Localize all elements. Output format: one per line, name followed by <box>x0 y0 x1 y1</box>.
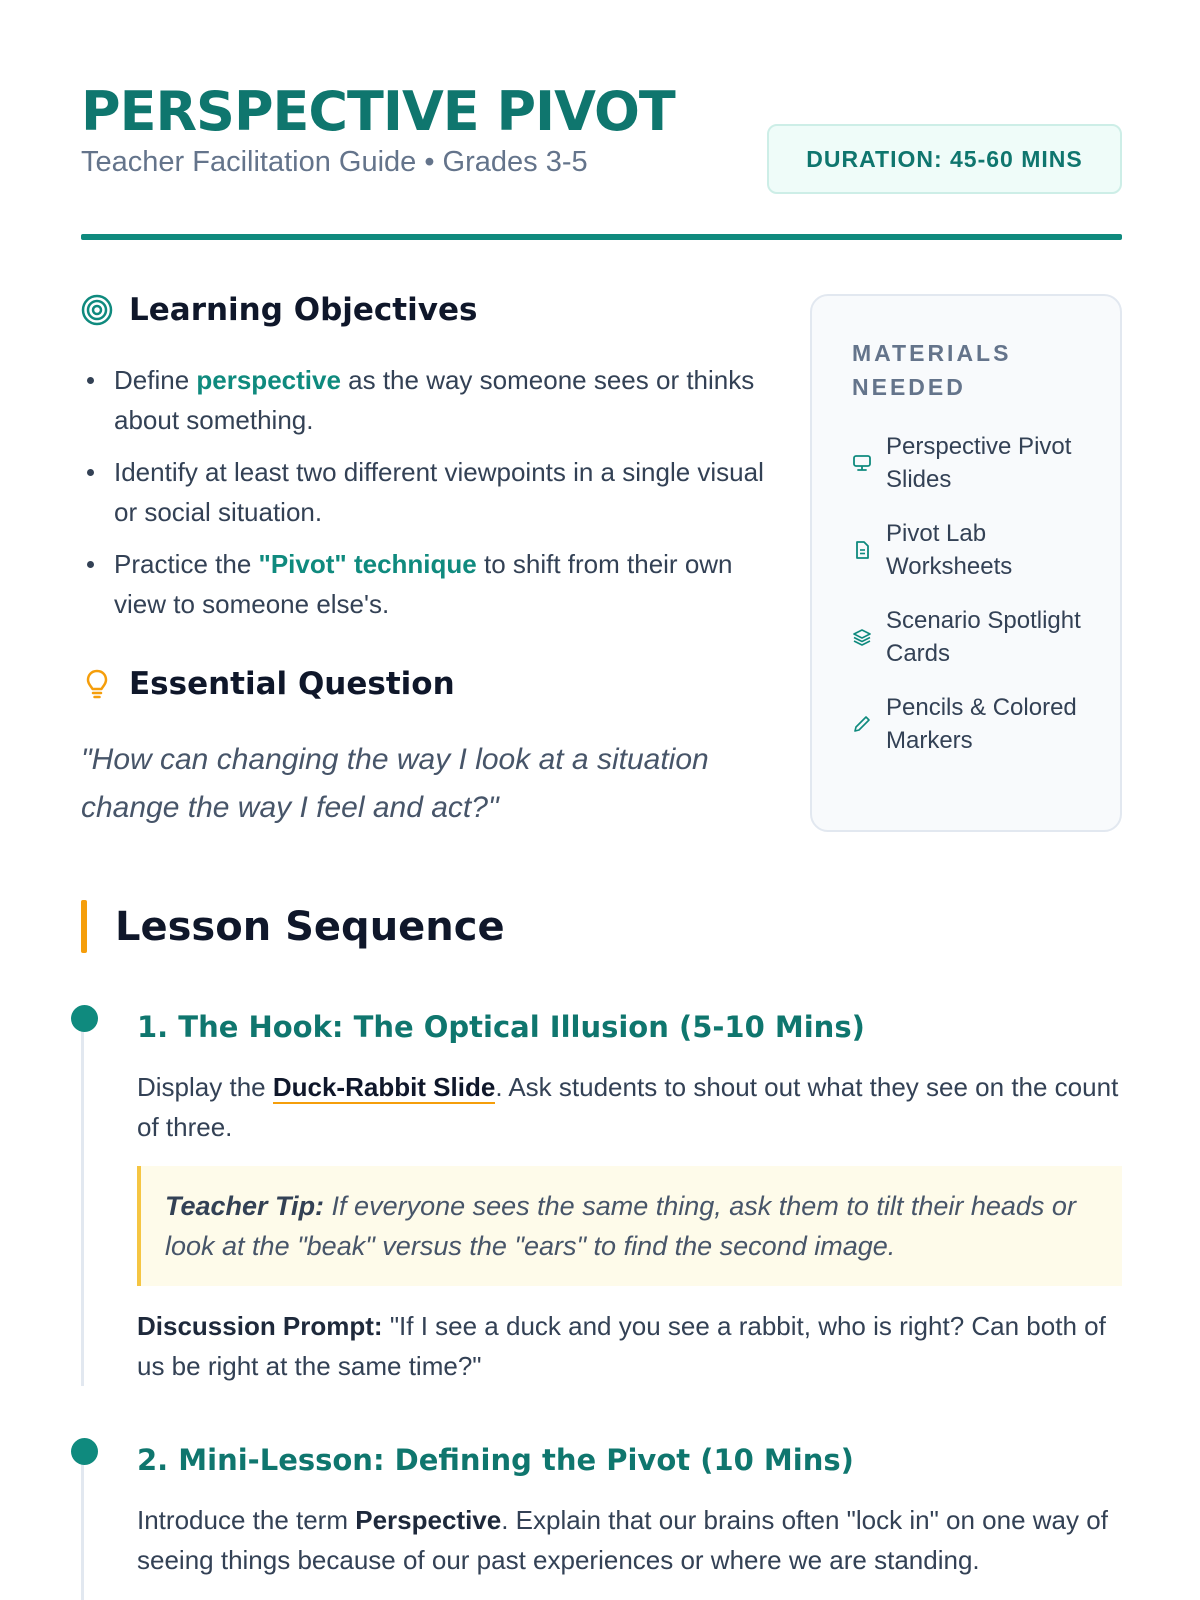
list-item <box>81 360 771 440</box>
step-description <box>137 1067 1122 1147</box>
pencil-icon <box>852 714 872 734</box>
materials-item-label: Pencils & Colored Markers <box>886 694 1077 754</box>
objective-text: Define <box>114 365 197 395</box>
lesson-sequence-heading <box>81 900 505 953</box>
objectives-list <box>81 360 771 636</box>
materials-item-label: Scenario Spotlight Cards <box>886 607 1081 667</box>
prompt-text: "If I see a duck and you see a rabbit, who is right? Can both of us be right at the same time?" <box>137 1311 1106 1381</box>
essential-heading <box>81 666 455 702</box>
materials-item-label: Pivot Lab Worksheets <box>886 520 1013 580</box>
header-divider <box>81 234 1122 240</box>
monitor-icon <box>852 453 872 473</box>
teacher-tip-callout <box>137 1166 1122 1286</box>
step-description <box>137 1500 1122 1580</box>
lightbulb-icon <box>81 668 113 700</box>
layers-icon <box>852 627 872 647</box>
timeline-line <box>81 1452 84 1600</box>
step-title: 1. The Hook: The Optical Illusion (5-10 Mins) <box>137 1010 865 1044</box>
materials-item <box>852 691 1092 757</box>
objective-text: Identify at least two different viewpoints in a single visual or social situation. <box>114 457 764 527</box>
tip-text: If everyone sees the same thing, ask them to tilt their heads or look at the "beak" versus the "ears" to find the second image. <box>165 1191 1076 1261</box>
essential-question-quote: "How can changing the way I look at a situation change the way I feel and act?" <box>81 743 709 824</box>
document-icon <box>852 540 872 560</box>
objective-text: to shift from their own view to someone else's. <box>114 549 733 619</box>
keyword-highlight: perspective <box>196 365 341 395</box>
materials-panel <box>810 294 1122 832</box>
step-text: Introduce the term <box>137 1505 356 1535</box>
objectives-heading-text: Learning Objectives <box>129 292 478 328</box>
objective-text: Practice the <box>114 549 259 579</box>
objective-text: as the way someone sees or thinks about something. <box>114 365 755 435</box>
materials-item-label: Perspective Pivot Slides <box>886 433 1072 493</box>
step-title: 2. Mini-Lesson: Defining the Pivot (10 Mins) <box>137 1443 854 1477</box>
step-text: Display the <box>137 1072 273 1102</box>
materials-title: MATERIALS NEEDED <box>852 340 1012 400</box>
timeline-dot <box>71 1438 98 1465</box>
materials-item <box>852 604 1092 670</box>
step-text: . Ask students to shout out what they see on the count of three. <box>137 1072 1119 1142</box>
page-title: PERSPECTIVE PIVOT <box>81 80 675 143</box>
heading-accent-bar <box>81 900 87 953</box>
step-text: . Explain that our brains often "lock in" on one way of seeing things because of our past experiences or where we are standing. <box>137 1505 1108 1575</box>
tip-label: Teacher Tip: <box>165 1191 325 1221</box>
prompt-label: Discussion Prompt: <box>137 1311 383 1341</box>
objectives-heading <box>81 292 477 328</box>
list-item <box>81 544 771 624</box>
lesson-sequence-title: Lesson Sequence <box>115 903 505 950</box>
keyword-highlight: "Pivot" technique <box>258 549 477 579</box>
target-icon <box>81 294 113 326</box>
essential-heading-text: Essential Question <box>129 666 455 702</box>
materials-item <box>852 430 1092 496</box>
duration-badge: DURATION: 45-60 MINS <box>767 124 1122 194</box>
page-subtitle: Teacher Facilitation Guide • Grades 3-5 <box>81 146 588 178</box>
timeline-line <box>81 1020 84 1386</box>
discussion-prompt <box>137 1306 1122 1386</box>
timeline-dot <box>71 1005 98 1032</box>
slide-reference-link[interactable]: Duck-Rabbit Slide <box>272 1072 496 1102</box>
term-bold: Perspective <box>355 1505 502 1535</box>
materials-item <box>852 517 1092 583</box>
list-item <box>81 452 771 532</box>
